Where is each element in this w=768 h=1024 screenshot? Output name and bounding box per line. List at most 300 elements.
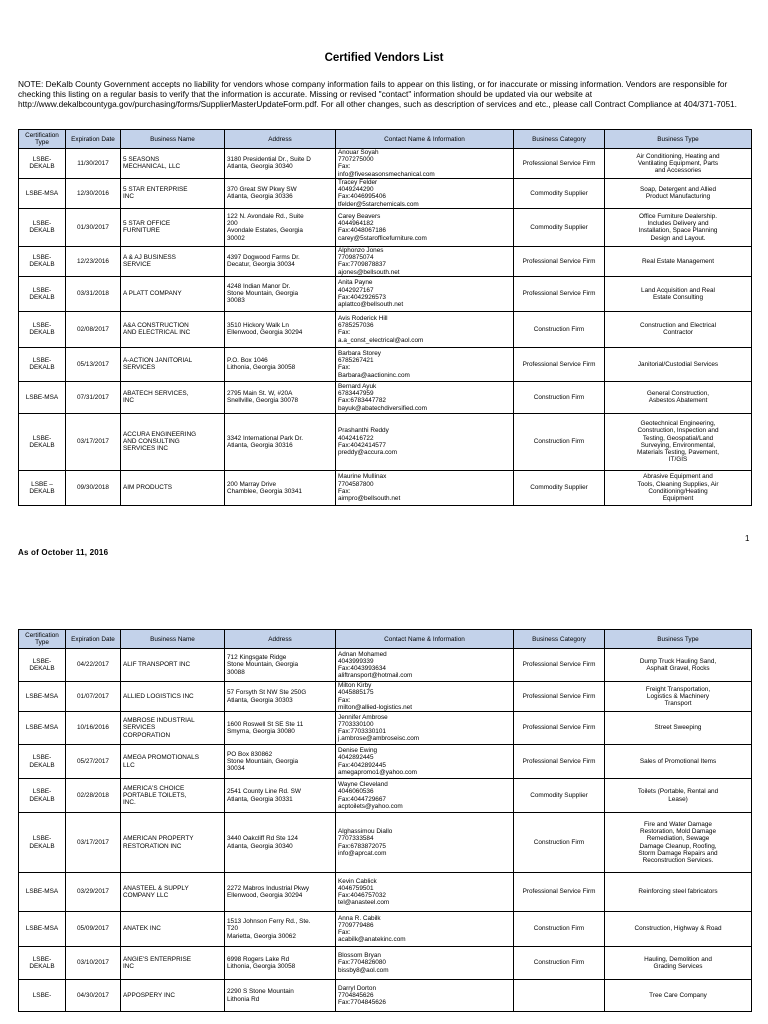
expiration-date-cell: 05/27/2017 bbox=[66, 745, 121, 779]
certification-type-cell-line: DEKALB bbox=[29, 842, 55, 850]
contact-cell bbox=[336, 470, 514, 505]
contact-cell-line: 6785257036 bbox=[338, 322, 374, 330]
certification-type-cell-line: LSBE- bbox=[32, 254, 52, 262]
address-cell-line: 1513 Johnson Ferry Rd., Ste. bbox=[227, 918, 311, 926]
contact-cell-line: Fax:4043993634 bbox=[338, 665, 386, 672]
business-name-cell-line: ALIF TRANSPORT INC bbox=[123, 661, 191, 669]
expiration-date-cell: 04/22/2017 bbox=[66, 649, 121, 682]
certification-type-cell bbox=[19, 779, 66, 813]
contact-cell-line: Prashanthi Reddy bbox=[338, 427, 389, 435]
business-name-cell-line: INC. bbox=[123, 799, 136, 807]
certification-type-cell-line: LSBE- bbox=[32, 357, 52, 365]
certification-type-cell bbox=[19, 947, 66, 980]
business-name-cell-line: AMERICA'S CHOICE bbox=[123, 784, 185, 792]
business-type-cell-line: Dump Truck Hauling Sand, bbox=[639, 657, 717, 665]
contact-cell-line: 4049244290 bbox=[338, 186, 374, 194]
business-name-cell-line: ABATECH SERVICES, bbox=[123, 390, 189, 398]
expiration-date-cell: 03/31/2018 bbox=[66, 276, 121, 311]
contact-cell bbox=[336, 779, 514, 813]
certification-type-cell-line: DEKALB bbox=[29, 665, 55, 672]
address-cell bbox=[225, 178, 336, 208]
contact-cell-line: Fax: bbox=[338, 929, 351, 936]
column-header: Certification Type bbox=[19, 630, 66, 649]
business-type-cell bbox=[605, 980, 752, 1012]
address-cell-line: Stone Mountain, Georgia bbox=[227, 290, 299, 298]
table-row bbox=[19, 712, 752, 745]
business-name-cell-line: AND ELECTRICAL INC bbox=[123, 329, 191, 337]
contact-cell bbox=[336, 246, 514, 276]
business-type-cell-line: Storm Damage Repairs and bbox=[638, 849, 718, 857]
business-name-cell bbox=[121, 682, 225, 712]
certification-type-cell bbox=[19, 246, 66, 276]
certification-type-cell-line: LSBE- bbox=[32, 286, 52, 294]
contact-cell-line: j.ambrose@ambroseisc.com bbox=[338, 735, 420, 743]
business-type-cell bbox=[605, 873, 752, 912]
contact-cell-line: Fax:6783447782 bbox=[338, 397, 386, 405]
address-cell bbox=[225, 347, 336, 381]
table-row bbox=[19, 246, 752, 276]
business-type-cell-line: Product Manufacturing bbox=[645, 193, 711, 201]
address-cell-line: P.O. Box 1046 bbox=[227, 357, 268, 365]
business-category-cell: Professional Service Firm bbox=[514, 745, 605, 779]
business-name-cell-line: SERVICES bbox=[123, 724, 156, 732]
contact-cell bbox=[336, 947, 514, 980]
contact-cell-line: Alphonzo Jones bbox=[338, 246, 384, 254]
business-name-cell bbox=[121, 813, 225, 873]
business-category-cell: Professional Service Firm bbox=[514, 649, 605, 682]
address-cell-line: Ellenwood, Georgia 30294 bbox=[227, 892, 303, 899]
business-name-cell bbox=[121, 745, 225, 779]
business-type-cell bbox=[605, 649, 752, 682]
business-name-cell-line: AMEGA PROMOTIONALS bbox=[123, 754, 199, 762]
address-cell-line: Decatur, Georgia 30034 bbox=[227, 261, 295, 269]
certification-type-cell-line: LSBE – bbox=[31, 480, 53, 488]
business-name-cell-line: A&A CONSTRUCTION bbox=[123, 322, 189, 330]
business-name-cell-line: 5 STAR ENTERPRISE bbox=[123, 186, 188, 194]
business-type-cell-line: Logistics & Machinery bbox=[646, 692, 710, 700]
expiration-date-cell: 12/23/2016 bbox=[66, 246, 121, 276]
contact-cell-line: 7707275000 bbox=[338, 156, 374, 164]
address-cell-line: Atlanta, Georgia 30340 bbox=[227, 163, 293, 171]
certification-type-cell-line: DEKALB bbox=[29, 963, 55, 970]
certification-type-cell-line: DEKALB bbox=[29, 441, 55, 449]
expiration-date-cell: 09/30/2018 bbox=[66, 470, 121, 505]
certification-type-cell-line: DEKALB bbox=[29, 487, 55, 495]
business-type-cell-line: Restoration, Mold Damage bbox=[639, 828, 716, 836]
certification-type-cell-line: LSBE- bbox=[32, 322, 52, 330]
contact-cell bbox=[336, 208, 514, 246]
business-type-cell-line: Includes Delivery and bbox=[647, 220, 709, 228]
expiration-date-cell: 01/07/2017 bbox=[66, 682, 121, 712]
business-type-cell bbox=[605, 276, 752, 311]
address-cell-line: 4248 Indian Manor Dr. bbox=[227, 283, 291, 290]
contact-cell-line: bissby8@aol.com bbox=[338, 966, 389, 974]
address-cell-line: Atlanta, Georgia 30340 bbox=[227, 842, 293, 850]
business-name-cell-line: RESTORATION INC bbox=[123, 842, 182, 850]
contact-cell-line: Fax: bbox=[338, 364, 351, 372]
contact-cell-line: 7709779486 bbox=[338, 921, 374, 929]
contact-cell-line: Adnan Mohamed bbox=[338, 650, 387, 658]
business-name-cell-line: A PLATT COMPANY bbox=[123, 290, 182, 298]
business-type-cell-line: Abrasive Equipment and bbox=[643, 473, 713, 481]
business-name-cell bbox=[121, 947, 225, 980]
business-type-cell-line: Construction, Highway & Road bbox=[634, 925, 722, 933]
contact-cell-line: Tracey Felder bbox=[338, 178, 378, 186]
address-cell-line: 3510 Hickory Walk Ln bbox=[227, 322, 289, 330]
business-type-cell-line: Materials Testing, Pavement, bbox=[637, 449, 719, 457]
business-name-cell-line: COMPANY LLC bbox=[123, 892, 169, 899]
expiration-date-cell: 02/28/2018 bbox=[66, 779, 121, 813]
table-row bbox=[19, 149, 752, 179]
business-type-cell-line: Construction and Electrical bbox=[639, 322, 716, 330]
certification-type-cell-line: DEKALB bbox=[29, 163, 55, 171]
business-name-cell-line: ALLIED LOGISTICS INC bbox=[123, 692, 194, 700]
contact-cell-line: acabilk@anatekinc.com bbox=[338, 936, 406, 944]
business-name-cell bbox=[121, 712, 225, 745]
contact-cell bbox=[336, 873, 514, 912]
business-name-cell-line: AIM PRODUCTS bbox=[123, 484, 172, 492]
business-name-cell bbox=[121, 912, 225, 947]
business-type-cell-line: Estate Consulting bbox=[652, 293, 704, 301]
contact-cell-line: 7703330100 bbox=[338, 720, 374, 728]
business-type-cell bbox=[605, 311, 752, 347]
address-cell-line: Lithonia Rd bbox=[227, 995, 260, 1003]
address-cell bbox=[225, 745, 336, 779]
contact-cell-line: aliftransport@hotmail.com bbox=[338, 672, 413, 680]
address-cell bbox=[225, 149, 336, 179]
column-header: Certification Type bbox=[19, 130, 66, 149]
expiration-date-cell: 05/13/2017 bbox=[66, 347, 121, 381]
contact-cell-line: Blossom Bryan bbox=[338, 952, 381, 960]
business-name-cell-line: INC bbox=[123, 963, 135, 970]
contact-cell-line: Fax:7703330101 bbox=[338, 728, 386, 735]
certification-type-cell bbox=[19, 347, 66, 381]
business-category-cell: Professional Service Firm bbox=[514, 246, 605, 276]
contact-cell-line: Fax:4042414577 bbox=[338, 441, 386, 449]
certification-type-cell bbox=[19, 745, 66, 779]
business-category-cell: Professional Service Firm bbox=[514, 347, 605, 381]
table-row bbox=[19, 779, 752, 813]
business-type-cell-line: Damage Cleanup, Roofing, bbox=[639, 842, 717, 850]
table-row bbox=[19, 980, 752, 1012]
address-cell-line: 122 N. Avondale Rd., Suite bbox=[227, 212, 304, 220]
business-name-cell-line: AND CONSULTING bbox=[123, 438, 180, 446]
contact-cell-line: Wayne Cleveland bbox=[338, 781, 388, 789]
business-type-cell-line: Freight Transportation, bbox=[645, 685, 711, 693]
business-type-cell-line: Geotechnical Engineering, bbox=[640, 420, 716, 428]
business-type-cell bbox=[605, 208, 752, 246]
address-cell-line: 3342 International Park Dr. bbox=[227, 434, 304, 442]
business-name-cell bbox=[121, 381, 225, 413]
business-type-cell bbox=[605, 712, 752, 745]
certification-type-cell-line: DEKALB bbox=[29, 293, 55, 301]
contact-cell-line: Fax:4042892445 bbox=[338, 761, 386, 769]
address-cell-line: Chamblee, Georgia 30341 bbox=[227, 487, 302, 495]
business-category-cell: Commodity Supplier bbox=[514, 178, 605, 208]
contact-cell-line: 7707333584 bbox=[338, 835, 374, 843]
business-name-cell-line: APPOSPERY INC bbox=[123, 991, 175, 999]
address-cell bbox=[225, 873, 336, 912]
business-name-cell bbox=[121, 470, 225, 505]
contact-cell bbox=[336, 813, 514, 873]
business-type-cell-line: Remediation, Sewage bbox=[646, 835, 710, 843]
business-category-cell: Professional Service Firm bbox=[514, 682, 605, 712]
business-name-cell-line: ANGIE'S ENTERPRISE bbox=[123, 955, 191, 963]
business-category-cell: Construction Firm bbox=[514, 381, 605, 413]
table-row bbox=[19, 381, 752, 413]
business-name-cell bbox=[121, 980, 225, 1012]
certification-type-cell bbox=[19, 381, 66, 413]
business-name-cell bbox=[121, 276, 225, 311]
business-type-cell-line: Fire and Water Damage bbox=[644, 820, 712, 828]
certification-type-cell bbox=[19, 912, 66, 947]
business-name-cell bbox=[121, 208, 225, 246]
contact-cell-line: ajones@bellsouth.net bbox=[338, 268, 400, 276]
contact-cell bbox=[336, 649, 514, 682]
business-type-cell-line: Tools, Cleaning Supplies, Air bbox=[637, 480, 719, 488]
page-number: 1 bbox=[745, 534, 750, 543]
business-name-cell bbox=[121, 413, 225, 470]
certification-type-cell-line: DEKALB bbox=[29, 761, 55, 769]
contact-cell-line: Fax: bbox=[338, 329, 351, 337]
address-cell-line: 4397 Dogwood Farms Dr. bbox=[227, 254, 300, 262]
business-name-cell-line: INC bbox=[123, 397, 135, 405]
certification-type-cell-line: DEKALB bbox=[29, 261, 55, 269]
expiration-date-cell: 07/31/2017 bbox=[66, 381, 121, 413]
table-row bbox=[19, 276, 752, 311]
address-cell-line: 3180 Presidential Dr., Suite D bbox=[227, 156, 311, 164]
contact-cell-line: Fax:6783872075 bbox=[338, 842, 386, 850]
business-type-cell bbox=[605, 381, 752, 413]
address-cell bbox=[225, 947, 336, 980]
business-type-cell bbox=[605, 149, 752, 179]
address-cell bbox=[225, 208, 336, 246]
certification-type-cell bbox=[19, 276, 66, 311]
business-name-cell-line: MECHANICAL, LLC bbox=[123, 163, 181, 171]
column-header: Business Category bbox=[514, 630, 605, 649]
certification-type-cell bbox=[19, 873, 66, 912]
address-cell-line: Lithonia, Georgia 30058 bbox=[227, 364, 296, 372]
contact-cell bbox=[336, 745, 514, 779]
contact-cell bbox=[336, 980, 514, 1012]
business-category-cell: Construction Firm bbox=[514, 413, 605, 470]
contact-cell-line: amegapromo1@yahoo.com bbox=[338, 768, 417, 776]
expiration-date-cell: 10/16/2016 bbox=[66, 712, 121, 745]
expiration-date-cell: 01/30/2017 bbox=[66, 208, 121, 246]
contact-cell-line: 7704845626 bbox=[338, 991, 374, 999]
business-name-cell-line: INC bbox=[123, 193, 135, 201]
contact-cell-line: Avis Roderick Hill bbox=[338, 314, 388, 322]
business-type-cell-line: Hauling, Demolition and bbox=[644, 955, 712, 963]
certification-type-cell bbox=[19, 682, 66, 712]
column-header: Expiration Date bbox=[66, 630, 121, 649]
contact-cell-line: Denise Ewing bbox=[338, 747, 378, 755]
certification-type-cell bbox=[19, 178, 66, 208]
business-name-cell-line: FURNITURE bbox=[123, 227, 160, 235]
contact-cell-line: 4046759501 bbox=[338, 884, 374, 892]
business-name-cell-line: CORPORATION bbox=[123, 731, 171, 739]
address-cell bbox=[225, 246, 336, 276]
business-type-cell-line: Installation, Space Planning bbox=[638, 227, 718, 235]
business-type-cell-line: Sales of Promotional Items bbox=[639, 757, 717, 765]
business-name-cell-line: ACCURA ENGINEERING bbox=[123, 431, 197, 438]
business-name-cell-line: LLC bbox=[123, 761, 135, 769]
certification-type-cell bbox=[19, 208, 66, 246]
address-cell-line: Atlanta, Georgia 30331 bbox=[227, 795, 293, 803]
business-name-cell-line: ANATEK INC bbox=[123, 925, 161, 933]
contact-cell-line: Fax:4048067186 bbox=[338, 227, 386, 235]
certification-type-cell-line: LSBE- bbox=[32, 434, 52, 442]
certification-type-cell bbox=[19, 649, 66, 682]
business-type-cell bbox=[605, 347, 752, 381]
contact-cell bbox=[336, 381, 514, 413]
contact-cell bbox=[336, 311, 514, 347]
expiration-date-cell: 04/30/2017 bbox=[66, 980, 121, 1012]
contact-cell-line: 4042927167 bbox=[338, 286, 374, 294]
address-cell-line: 200 Marray Drive bbox=[227, 480, 277, 488]
address-cell-line: PO Box 830862 bbox=[227, 750, 273, 758]
address-cell bbox=[225, 381, 336, 413]
contact-cell-line: 7709875074 bbox=[338, 254, 374, 262]
address-cell-line: Atlanta, Georgia 30316 bbox=[227, 441, 293, 449]
contact-cell-line: tfelder@5starchemicals.com bbox=[338, 200, 419, 208]
business-category-cell: Commodity Supplier bbox=[514, 779, 605, 813]
address-cell-line: 1600 Roswell St SE Ste 11 bbox=[227, 720, 304, 728]
contact-cell-line: Bernard Ayuk bbox=[338, 382, 377, 390]
contact-cell bbox=[336, 413, 514, 470]
certification-type-cell-line: LSBE- bbox=[32, 788, 52, 796]
business-type-cell-line: Office Furniture Dealership. bbox=[638, 212, 718, 220]
column-header: Address bbox=[225, 630, 336, 649]
table-row bbox=[19, 745, 752, 779]
address-cell-line: 2290 S Stone Mountain bbox=[227, 988, 294, 996]
contact-cell-line: Fax:4044729667 bbox=[338, 795, 386, 803]
business-type-cell-line: Transport bbox=[664, 700, 692, 708]
column-header: Business Name bbox=[121, 630, 225, 649]
address-cell-line: Stone Mountain, Georgia bbox=[227, 661, 299, 669]
business-type-cell-line: Tree Care Company bbox=[649, 991, 707, 999]
certification-type-cell-line: DEKALB bbox=[29, 227, 55, 235]
address-cell-line: 200 bbox=[227, 220, 238, 228]
address-cell-line: 2541 County Line Rd. SW bbox=[227, 788, 301, 796]
address-cell bbox=[225, 712, 336, 745]
column-header: Address bbox=[225, 130, 336, 149]
column-header: Business Category bbox=[514, 130, 605, 149]
business-type-cell-line: Construction, Inspection and bbox=[637, 427, 719, 435]
address-cell-line: 712 Kingsgate Ridge bbox=[227, 654, 287, 662]
business-type-cell-line: Reinforcing steel fabricators bbox=[638, 888, 718, 896]
disclaimer-note: NOTE: DeKalb County Government accepts no liability for vendors whose company information fails to appear on this listing, or for inaccurate or missing information. Vendors are responsible for checking this listing on a regular basis to verify that the information is accurate. Missing or revised "contact" information should be updated via our website at http://www.dekalbcountyga.gov/purchasing/forms/SupplierMasterUpdateForm.pdf. For all other changes, such as description of services and etc., please call Contract Compliance at 404/371-7051. bbox=[18, 79, 737, 109]
certification-type-cell-line: LSBE- bbox=[32, 835, 52, 843]
table-header-row bbox=[19, 630, 752, 649]
certification-type-cell bbox=[19, 980, 66, 1012]
as-of-date: As of October 11, 2016 bbox=[18, 548, 109, 557]
certification-type-cell-line: LSBE- bbox=[32, 220, 52, 228]
address-cell bbox=[225, 779, 336, 813]
business-name-cell-line: A-ACTION JANITORIAL bbox=[123, 357, 193, 365]
contact-cell-line: Anita Payne bbox=[338, 279, 373, 287]
certification-type-cell bbox=[19, 413, 66, 470]
business-type-cell-line: Reconstruction Services. bbox=[642, 856, 714, 864]
address-cell-line: Snellville, Georgia 30078 bbox=[227, 397, 299, 405]
business-name-cell-line: ANASTEEL & SUPPLY bbox=[123, 884, 189, 892]
contact-cell-line: carey@5starofficefurniture.com bbox=[338, 234, 427, 242]
business-type-cell-line: Contractor bbox=[663, 329, 693, 337]
certification-type-cell bbox=[19, 311, 66, 347]
address-cell bbox=[225, 413, 336, 470]
contact-cell-line: info@fiveseasonsmechanical.com bbox=[338, 170, 435, 178]
business-type-cell bbox=[605, 912, 752, 947]
certification-type-cell bbox=[19, 813, 66, 873]
contact-cell-line: 4045885175 bbox=[338, 689, 374, 697]
address-cell-line: 30034 bbox=[227, 765, 245, 773]
certification-type-cell-line: LSBE- bbox=[32, 991, 52, 999]
column-header: Expiration Date bbox=[66, 130, 121, 149]
contact-cell-line: 4046060536 bbox=[338, 788, 374, 796]
contact-cell-line: Fax:7704845626 bbox=[338, 999, 386, 1007]
business-type-cell bbox=[605, 745, 752, 779]
expiration-date-cell: 03/29/2017 bbox=[66, 873, 121, 912]
contact-cell-line: Fax: bbox=[338, 696, 351, 704]
business-name-cell bbox=[121, 873, 225, 912]
contact-cell bbox=[336, 178, 514, 208]
business-type-cell bbox=[605, 813, 752, 873]
business-type-cell-line: General Construction, bbox=[646, 390, 710, 398]
address-cell bbox=[225, 682, 336, 712]
contact-cell-line: Fax: bbox=[338, 487, 351, 495]
contact-cell-line: Fax: bbox=[338, 163, 351, 171]
address-cell-line: 30088 bbox=[227, 668, 245, 676]
contact-cell-line: acptoilets@yahoo.com bbox=[338, 802, 403, 810]
business-type-cell-line: Janitorial/Custodial Services bbox=[637, 360, 719, 368]
contact-cell-line: Fax:7709878837 bbox=[338, 261, 386, 269]
address-cell bbox=[225, 649, 336, 682]
business-type-cell-line: Lease) bbox=[668, 795, 688, 803]
contact-cell-line: Fax:4046995406 bbox=[338, 193, 386, 201]
certification-type-cell-line: LSBE- bbox=[32, 955, 52, 963]
address-cell bbox=[225, 813, 336, 873]
table-row bbox=[19, 912, 752, 947]
business-type-cell-line: Asphalt Gravel, Rocks bbox=[646, 665, 710, 672]
address-cell-line: Ellenwood, Georgia 30294 bbox=[227, 329, 303, 337]
column-header: Business Name bbox=[121, 130, 225, 149]
business-type-cell-line: Toilets (Portable, Rental and bbox=[637, 788, 719, 796]
expiration-date-cell: 05/09/2017 bbox=[66, 912, 121, 947]
business-type-cell-line: Grading Services bbox=[653, 963, 703, 970]
contact-cell-line: 4042892445 bbox=[338, 754, 374, 762]
business-name-cell bbox=[121, 178, 225, 208]
business-name-cell bbox=[121, 347, 225, 381]
expiration-date-cell: 12/30/2016 bbox=[66, 178, 121, 208]
business-name-cell bbox=[121, 246, 225, 276]
business-name-cell-line: AMERICAN PROPERTY bbox=[123, 835, 194, 843]
business-category-cell: Professional Service Firm bbox=[514, 873, 605, 912]
contact-cell-line: Maurine Mullinax bbox=[338, 473, 387, 481]
contact-cell bbox=[336, 712, 514, 745]
table-row bbox=[19, 178, 752, 208]
business-type-cell-line: Equipment bbox=[662, 495, 694, 503]
address-cell-line: 370 Great SW Pkwy SW bbox=[227, 186, 297, 194]
contact-cell-line: preddy@accura.com bbox=[338, 449, 398, 457]
address-cell-line: T20 bbox=[227, 925, 239, 933]
business-type-cell bbox=[605, 178, 752, 208]
business-category-cell bbox=[514, 980, 605, 1012]
business-category-cell: Construction Firm bbox=[514, 947, 605, 980]
business-type-cell-line: Soap, Detergent and Allied bbox=[639, 186, 717, 194]
table-row bbox=[19, 208, 752, 246]
table-row bbox=[19, 413, 752, 470]
contact-cell bbox=[336, 149, 514, 179]
